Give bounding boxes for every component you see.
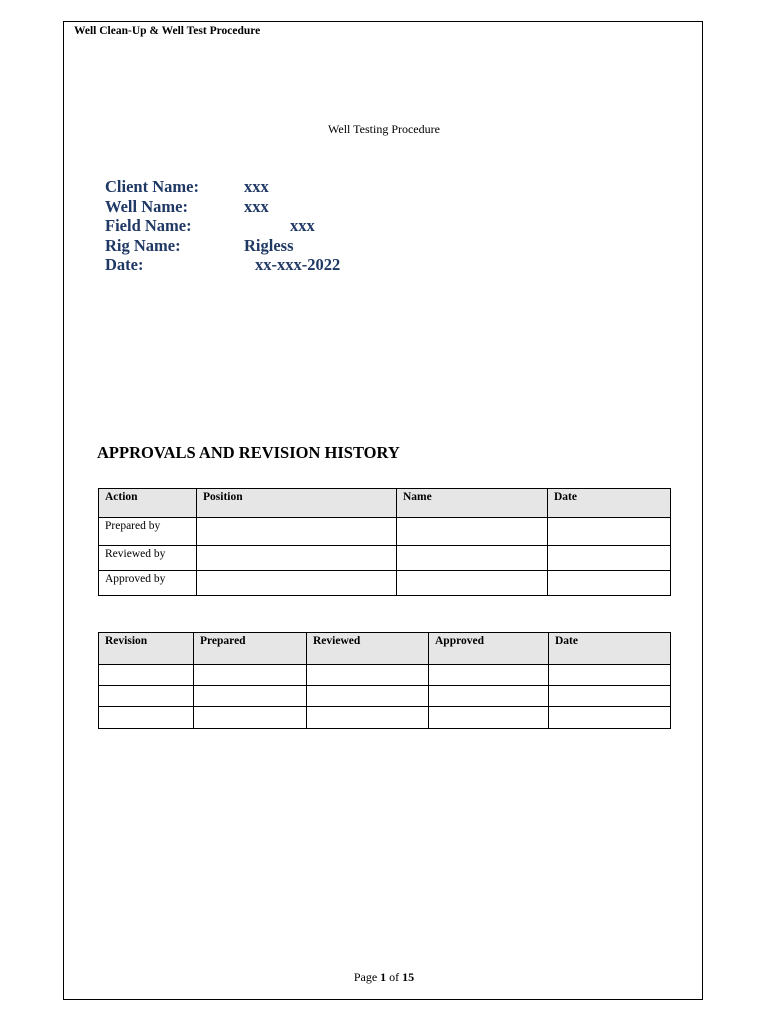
column-header-action: Action bbox=[99, 489, 197, 518]
table-row bbox=[99, 665, 671, 686]
date-label: Date: bbox=[105, 255, 144, 275]
table-cell[interactable] bbox=[307, 707, 429, 729]
table-cell: Reviewed by bbox=[99, 546, 197, 571]
page-header-title: Well Clean-Up & Well Test Procedure bbox=[74, 25, 261, 37]
table-cell[interactable] bbox=[429, 707, 549, 729]
well-name-label: Well Name: bbox=[105, 196, 188, 216]
field-name-value: xxx bbox=[290, 216, 315, 236]
table-cell[interactable] bbox=[397, 518, 548, 546]
table-cell[interactable] bbox=[194, 686, 307, 707]
page-number: 1 bbox=[380, 970, 387, 984]
field-name-label: Field Name: bbox=[105, 216, 192, 236]
client-name-label: Client Name: bbox=[105, 177, 199, 196]
date-value: xx-xxx-2022 bbox=[255, 255, 341, 275]
client-name-value: xxx bbox=[244, 177, 269, 196]
table-cell[interactable] bbox=[549, 707, 671, 729]
column-header-reviewed: Reviewed bbox=[307, 633, 429, 665]
table-row bbox=[99, 686, 671, 707]
table-cell[interactable] bbox=[197, 571, 397, 596]
table-cell[interactable] bbox=[549, 686, 671, 707]
approvals-section-heading: APPROVALS AND REVISION HISTORY bbox=[97, 443, 400, 462]
table-cell[interactable] bbox=[307, 665, 429, 686]
table-cell[interactable] bbox=[429, 686, 549, 707]
table-cell: Prepared by bbox=[99, 518, 197, 546]
table-cell[interactable] bbox=[549, 665, 671, 686]
column-header-approved: Approved bbox=[429, 633, 549, 665]
table-cell[interactable] bbox=[99, 686, 194, 707]
table-cell: Approved by bbox=[99, 571, 197, 596]
document-subtitle: Well Testing Procedure bbox=[328, 122, 440, 136]
table-cell[interactable] bbox=[194, 707, 307, 729]
total-pages: 15 bbox=[402, 970, 415, 984]
table-cell[interactable] bbox=[197, 546, 397, 571]
page-footer bbox=[0, 970, 768, 985]
approvals-table bbox=[98, 488, 671, 596]
column-header-prepared: Prepared bbox=[194, 633, 307, 665]
of-word: of bbox=[389, 970, 400, 984]
column-header-revision: Revision bbox=[99, 633, 194, 665]
table-cell[interactable] bbox=[548, 546, 671, 571]
table-cell[interactable] bbox=[307, 686, 429, 707]
table-row bbox=[99, 546, 671, 571]
table-cell[interactable] bbox=[548, 571, 671, 596]
revision-table bbox=[98, 632, 671, 729]
column-header-position: Position bbox=[197, 489, 397, 518]
column-header-name: Name bbox=[397, 489, 548, 518]
table-cell[interactable] bbox=[99, 665, 194, 686]
approvals-header-row bbox=[99, 489, 671, 518]
table-row bbox=[99, 518, 671, 546]
table-cell[interactable] bbox=[197, 518, 397, 546]
table-cell[interactable] bbox=[397, 571, 548, 596]
table-cell[interactable] bbox=[429, 665, 549, 686]
table-cell[interactable] bbox=[397, 546, 548, 571]
table-cell[interactable] bbox=[194, 665, 307, 686]
well-name-value: xxx bbox=[244, 196, 269, 216]
page-word: Page bbox=[353, 970, 378, 984]
table-cell[interactable] bbox=[548, 518, 671, 546]
table-row bbox=[99, 571, 671, 596]
table-row bbox=[99, 707, 671, 729]
rig-name-label: Rig Name: bbox=[105, 235, 181, 255]
column-header-date: Date bbox=[549, 633, 671, 665]
table-cell[interactable] bbox=[99, 707, 194, 729]
revision-header-row bbox=[99, 633, 671, 665]
rig-name-value: Rigless bbox=[244, 235, 294, 255]
column-header-date: Date bbox=[548, 489, 671, 518]
